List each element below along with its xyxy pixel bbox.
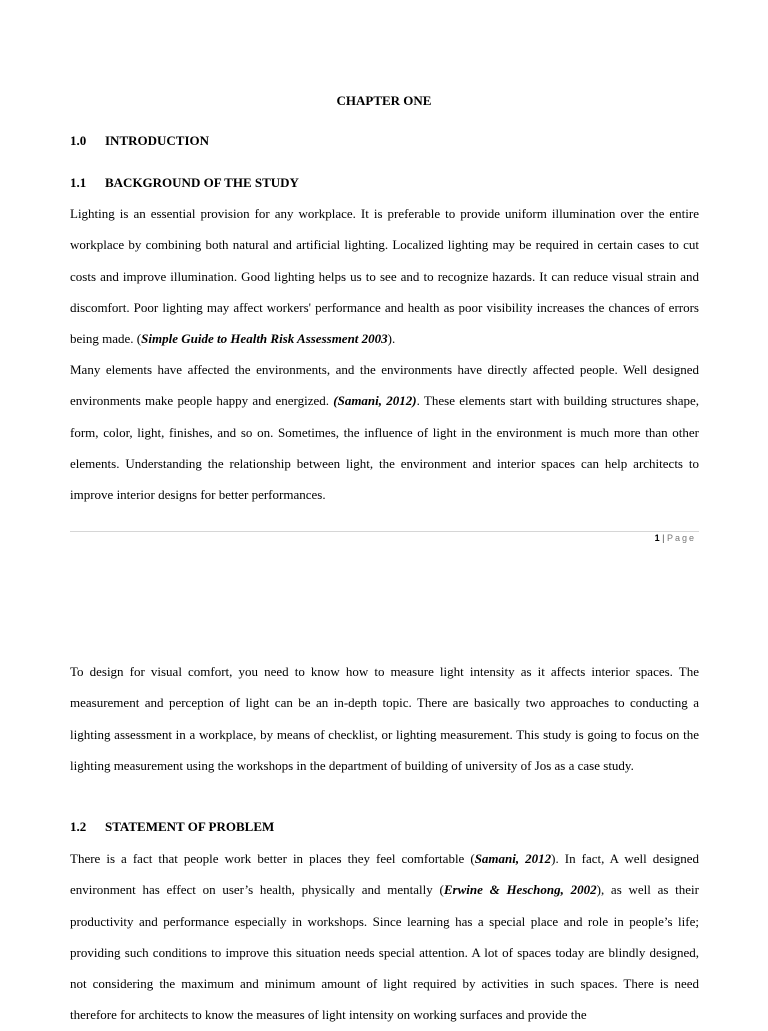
paragraph-text: ), as well as their productivity and performance especially in workshops. Since learning has a special place and role in people’s life; providing such conditions to improve this situation needs special attention. A lot of spaces today are blindly designed, not considering the maximum and minimum amount of light required by activities in such spaces. There is need therefore for architects to know the measures of light intensity on working surfaces and provide the — [70, 882, 699, 1023]
page-footer — [655, 533, 696, 543]
section-number: 1.2 — [70, 819, 87, 834]
citation: Erwine & Heschong, 2002 — [443, 882, 597, 898]
footer-divider — [70, 531, 699, 532]
section-heading-introduction — [70, 133, 209, 149]
paragraph-text: Many elements have affected the environments, and the environments have directly affected people. Well designed environments make people happy and energized. — [70, 362, 699, 409]
section-title: INTRODUCTION — [105, 133, 210, 148]
paragraph-text-end: ). — [387, 331, 396, 347]
section-title: BACKGROUND OF THE STUDY — [105, 175, 299, 190]
paragraph-lighting-provision — [70, 198, 699, 354]
section-heading-background — [70, 175, 299, 191]
citation: Simple Guide to Health Risk Assessment 2003 — [141, 331, 388, 347]
page-number: 1 — [654, 533, 660, 543]
paragraph-environments — [70, 354, 699, 510]
paragraph-text-end: . These elements start with building structures shape, form, color, light, finishes, and so on. Sometimes, the influence of light in the environment is much more than other elements. Understanding the relationship between light, the environment and interior spaces can help architects to improve interior designs for better performances. — [70, 393, 700, 503]
footer-separator: | — [659, 533, 667, 543]
chapter-title: CHAPTER ONE — [336, 93, 432, 108]
paragraph-text: There is a fact that people work better in places they feel comfortable ( — [70, 851, 475, 866]
section-title: STATEMENT OF PROBLEM — [105, 819, 275, 834]
section-number: 1.0 — [70, 133, 87, 148]
citation: Samani, 2012 — [474, 851, 552, 866]
paragraph-text: Lighting is an essential provision for any workplace. It is preferable to provide uniform illumination over the entire workplace by combining both natural and artificial lighting. Localized lighting may be required in certain cases to cut costs and improve illumination. Good lighting helps us to see and to recognize hazards. It can reduce visual strain and discomfort. Poor lighting may affect workers' performance and health as poor visibility increases the chances of errors being made. ( — [70, 206, 699, 347]
paragraph-text: ). In fact, A well designed environment has effect on user’s health, physically and mentally ( — [70, 851, 699, 898]
paragraph-problem-statement — [70, 843, 699, 1031]
section-heading-statement-of-problem — [70, 819, 274, 835]
citation: (Samani, 2012) — [333, 393, 417, 409]
page-label: Page — [666, 533, 696, 543]
document-page-2 — [0, 560, 768, 1024]
section-number: 1.1 — [70, 175, 87, 190]
paragraph-visual-comfort: To design for visual comfort, you need to know how to measure light intensity as it affects interior spaces. The measurement and perception of light can be an in-depth topic. There are basically two approaches to conducting a lighting assessment in a workplace, by means of checklist, or lighting measurement. This study is going to focus on the lighting measurement using the workshops in the department of building of university of Jos as a case study. — [70, 664, 699, 773]
